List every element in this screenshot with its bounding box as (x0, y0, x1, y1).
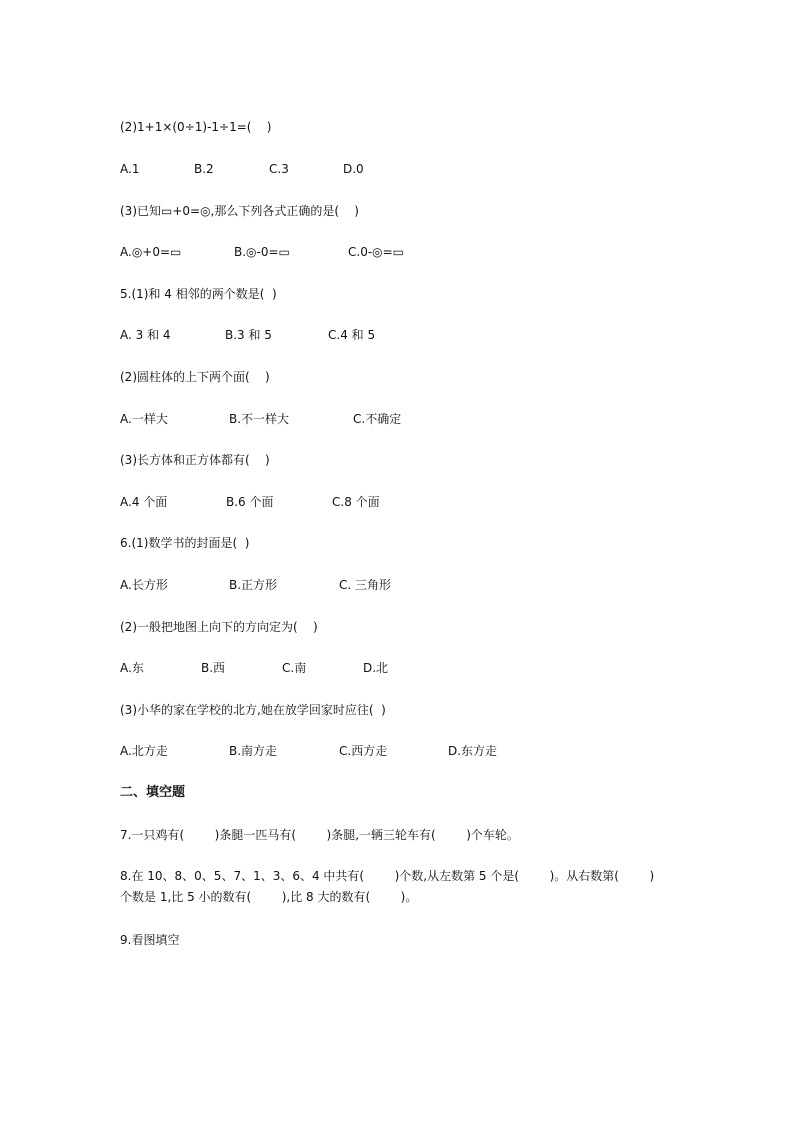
option-a: A.一样大 (120, 412, 168, 426)
option-b: B.南方走 (229, 744, 278, 758)
option-c: C.南 (282, 661, 307, 675)
option-b: B.6 个面 (226, 495, 274, 509)
question-9: 9.看图填空 (120, 933, 180, 947)
option-b: B.3 和 5 (225, 328, 272, 342)
option-c: C.3 (269, 162, 289, 176)
option-d: D.东方走 (448, 744, 498, 758)
option-b: B.正方形 (229, 578, 278, 592)
section-title: 二、填空题 (120, 785, 186, 800)
question-6-2: (2)一般把地图上向下的方向定为( ) (120, 620, 318, 634)
option-a: A.北方走 (120, 744, 168, 758)
option-c: C.8 个面 (332, 495, 380, 509)
question-4-3: (3)已知▭+0=◎,那么下列各式正确的是( ) (120, 204, 359, 218)
option-c: C. 三角形 (339, 578, 392, 592)
option-b: B.西 (201, 661, 226, 675)
option-a: A. 3 和 4 (120, 328, 171, 342)
option-d: D.0 (343, 162, 364, 176)
option-c: C.0-◎=▭ (348, 245, 405, 259)
option-a: A.◎+0=▭ (120, 245, 182, 259)
option-a: A.4 个面 (120, 495, 168, 509)
question-8-line-1: 8.在 10、8、0、5、7、1、3、6、4 中共有( )个数,从左数第 5 个是( )。从右数第( ) (120, 869, 655, 883)
question-8-line-2: 个数是 1,比 5 小的数有( ),比 8 大的数有( )。 (120, 890, 418, 904)
option-d: D.北 (363, 661, 389, 675)
option-c: C.西方走 (339, 744, 388, 758)
option-b: B.不一样大 (229, 412, 290, 426)
option-b: B.2 (194, 162, 214, 176)
question-4-2: (2)1+1×(0÷1)-1÷1=( ) (120, 120, 272, 134)
option-a: A.东 (120, 661, 144, 675)
question-6-3: (3)小华的家在学校的北方,她在放学回家时应往( ) (120, 703, 386, 717)
option-c: C.4 和 5 (328, 328, 376, 342)
question-5-2: (2)圆柱体的上下两个面( ) (120, 370, 270, 384)
option-c: C.不确定 (353, 412, 402, 426)
question-5-3: (3)长方体和正方体都有( ) (120, 453, 270, 467)
question-5-1: 5.(1)和 4 相邻的两个数是( ) (120, 287, 277, 301)
option-a: A.1 (120, 162, 140, 176)
option-a: A.长方形 (120, 578, 168, 592)
option-b: B.◎-0=▭ (234, 245, 290, 259)
question-7: 7.一只鸡有( )条腿一匹马有( )条腿,一辆三轮车有( )个车轮。 (120, 828, 519, 842)
question-6-1: 6.(1)数学书的封面是( ) (120, 536, 250, 550)
